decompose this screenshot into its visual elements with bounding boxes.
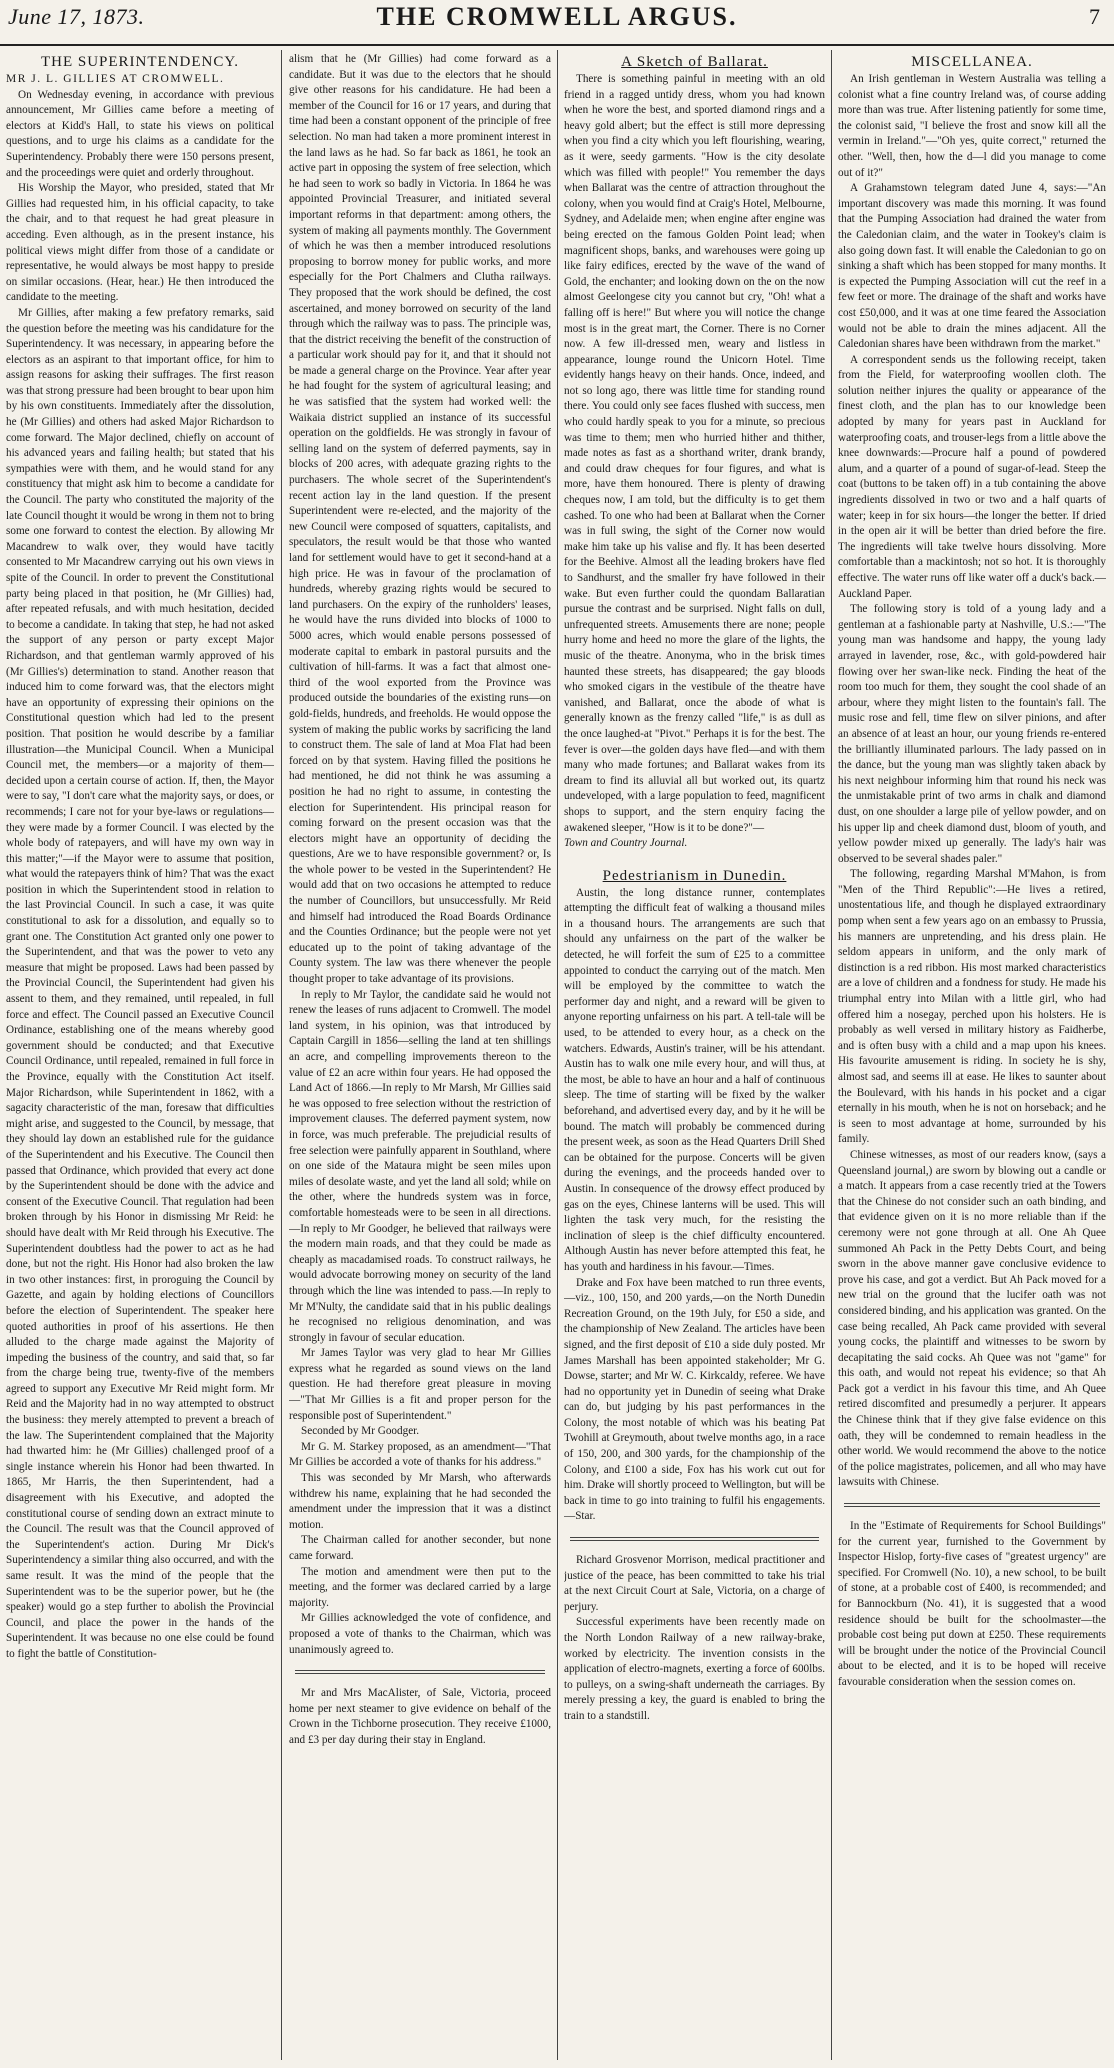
article-paragraph: This was seconded by Mr Marsh, who afterwards withdrew his name, explaining that he had seconded the amendment under the impression that it was a distinct motion. <box>289 1472 551 1531</box>
article-source: Town and Country Journal. <box>564 837 688 850</box>
article-paragraph: Drake and Fox have been matched to run three events,—viz., 100, 150, and 200 yards,—on the North Dunedin Recreation Ground, on the 19th July, for £50 a side, and the championship of New Zealand. The articles have been signed, and the first deposit of £10 a side duly posted. Mr James Marshall has been appointed stakeholder; Mr G. Dowse, starter; and Mr W. C. Kirkcaldy, referee. We have had no opportunity yet in Dunedin of seeing what Drake can do, but judging by his past performances in the Colony, the most notable of which was his beating Pat Twohill at Greymouth, about twelve months ago, in a race of 150, 200, and 300 yards, for the championship of the Colony, and £100 a side, Fox has his work cut out for him. Drake will shortly proceed to Wellington, but will be back in time to go into training to fulfil his engagements.—Star. <box>564 1276 825 1523</box>
article-paragraph: In reply to Mr Taylor, the candidate said he would not renew the leases of runs adjacent to Cromwell. The model land system, in his opinion, was that introduced by Captain Cargill in 1856—selling the land at ten shillings an acre, and compelling improvements thereon to the value of £2 an acre within four years. He had opposed the Land Act of 1866.—In reply to Mr Marsh, Mr Gillies said he was opposed to free selection without the restriction of improvement clauses. The deferred payment system, now in force, was much preferable. The prejudicial results of free selection were painfully apparent in Southland, where on one side of the Mataura might be seen miles upon miles of desolate waste, and yet the land all sold; while on the other, where the hundreds system was in force, comfortable homesteads were to be seen in all directions.—In reply to Mr Goodger, he believed that railways were the modern main roads, and that they could be made as cheaply as macadamised roads. To construct railways, he would advocate borrowing money on security of the land through which the line was intended to pass.—In reply to Mr M'Nulty, the candidate said that in his public dealings he recognised no religious denomination, and was strongly in favour of secular education. <box>289 988 551 1344</box>
article-heading-miscellanea: MISCELLANEA. <box>911 54 1033 70</box>
article-paragraph: Mr G. M. Starkey proposed, as an amendment—"That Mr Gillies be accorded a vote of thanks for his address." <box>289 1440 551 1469</box>
article-paragraph: The following story is told of a young lady and a gentleman at a fashionable party at Nashville, U.S.:—"The young man was handsome and happy, the young lady arrayed in lavender, rose, &c., with gold-powdered hair flowing over her swan-like neck. Finding the heat of the room too much for them, they sought the cool shade of an arbour, where they might listen to the fountain's fall. The music rose and fell, time flew on silver pinions, and after an absence of at least an hour, our young friends re-entered the brilliantly illuminated parlours. The lady passed on in the dance, but the young man was slightly taken aback by his next neighbour informing him that round his neck was the unmistakable print of two arms in chalk and diamond dust, on one shoulder a large pile of yellow powder, and on his upper lip and cheek diamond dust, bloom of youth, and yellow powder mixed up generally. The lady's hair was observed to be several shades paler." <box>838 603 1106 865</box>
column-superintendency-continued <box>289 52 551 2064</box>
article-paragraph: Austin, the long distance runner, contemplates attempting the difficult feat of walking a thousand miles in a thousand hours. The arrangements are such that should any unfairness on the part of the walker be detected, he will forfeit the sum of £25 to a committee appointed to conduct the carrying out of the match. Men will be employed by the committee to watch the performer day and night, and a reward will be given to anyone reporting unfairness on his part. A tell-tale will be used, to be attended to every hour, as a check on the watchers. Edwards, Austin's trainer, will be his attendant. Austin has to walk one mile every hour, and will thus, at the most, be able to have an hour and a half of continuous sleep. The time of starting will be fixed by the walker beforehand, and advertised every day, and by it he will be bound. The match will probably be commenced during the present week, as soon as the Head Quarters Drill Shed can be obtained for the purpose. Concerts will be given during the evenings, and the proceeds handed over to Austin. In consequence of the drowsy effect produced by gas on the eyes, Chinese lanterns will be used. This will lighten the task very much, for the resisting the inclination of sleep is the chief difficulty encountered. Although Austin has never before attempted this feat, he has youth and hardiness in his favour.—Times. <box>564 886 825 1273</box>
column-superintendency <box>6 52 274 2064</box>
news-item-school-estimates: In the "Estimate of Requirements for School Buildings" for the current year, furnished to the Government by Inspector Hislop, forty-five cases of "greatest urgency" are specified. For Cromwell (No. 10), a new school, to be built of stone, at a probable cost of £400, is recommended; and for Bannockburn (No. 41), it is suggested that a wood residence should be built for the schoolmaster—the probable cost being put down at £250. These requirements will be brought under the notice of the Provincial Council about to be elected, and it is to be hoped will receive favourable consideration when the session comes on. <box>838 1520 1106 1688</box>
news-item-morrison: Richard Grosvenor Morrison, medical practitioner and justice of the peace, has been committed to take his trial at the next Circuit Court at Sale, Victoria, on a charge of perjury. <box>564 1554 825 1613</box>
article-paragraph: His Worship the Mayor, who presided, stated that Mr Gillies had requested him, in his official capacity, to take the chair, and to that request he had great pleasure in acceding. Even although, as in the present instance, his political views might differ from those of a candidate or representative, he would always be most happy to preside on similar occasions. (Hear, hear.) He then introduced the candidate to the meeting. <box>6 182 274 304</box>
masthead <box>0 0 1114 46</box>
article-paragraph: There is something painful in meeting with an old friend in a ragged untidy dress, whom you had known when he wore the best, and sported diamond rings and a heavy gold albert; but the effect is still more depressing when you find a city which you left flourishing, wearing, as it were, seedy garments. "How is the city desolate which was filled with people!" You remember the days when Ballarat was the centre of attraction throughout the colony, when you would find at Craig's Hotel, Melbourne, Sydney, and Adelaide men; when engine after engine was being erected on the famous Golden Point lead; when magnificent shops, banks, and warehouses were going up like fairy edifices, erected by the wave of the wand of Gold, the enchanter; and looking down on the on the now almost Geelongese city you cannot but cry, "Oh! what a falling off is here!" But where you will notice the change most is in the great mart, the Corner. There is no Corner now. A few ill-dressed men, weary and listless in appearance, lounge round the Unicorn Hotel. Time evidently hangs heavy on their hands. Once, indeed, and not so long ago, there was little time for standing round there. You could only see faces flushed with success, men who could hardly speak to you for a minute, so precious was time to them; men who hurried hither and thither, made notes as fast as a shorthand writer, drank brandy, and could draw cheques for four figures, and what is more, have them honoured. There is plenty of drawing cheques now, I am told, but the difficulty is to get them cashed. To one who had been at Ballarat when the Corner was in full swing, the sight of the Corner now would make him take up his valise and fly. It has been deserted for the Beehive. Almost all the leading brokers have fled to Sandhurst, and the smaller fry have followed in their wake. But even further could the quondam Ballaratian pursue the contrast and be surprised. Night falls on dull, unfrequented streets. Amusements there are none; people hurry home and heed no more the glare of the lights, the music of the theatre. Anonyma, who in the brisk times haunted these streets, has disappeared; the gay bloods who smoked cigars in the vestibule of the theatre have vanished, and Ballarat, once the abode of what is generally known as the frenzy called "life," is as dull as the once laughed-at "Pivot." Perhaps it is for the best. The fever is over—the golden days have fled—and with them many who made fortunes; and Ballarat wakes from its dream to find its alluvial all but worked out, its quartz undeveloped, with a large population to feed, magnificent shops to support, and the stern enquiry facing the awakened sleeper, "How is it to be done?"— <box>564 73 825 834</box>
article-paragraph: On Wednesday evening, in accordance with previous announcement, Mr Gillies came before a meeting of electors at Kidd's Hall, to state his views on political questions, and to urge his claims as a candidate for the Superintendency. Probably there were 150 persons present, and the proceedings were quiet and orderly throughout. <box>6 88 274 179</box>
article-heading-superintendency: THE SUPERINTENDENCY. <box>40 54 240 70</box>
column-rule <box>557 50 558 2060</box>
article-paragraph: The Chairman called for another seconder, but none came forward. <box>289 1534 551 1562</box>
article-paragraph: An Irish gentleman in Western Australia was telling a colonist what a fine country Ireland was, of course adding more than was true. After listening patiently for some time, the colonist said, "I believe the frost and snow kill all the vermin in Ireland."—"Oh yes, quite correct," returned the other. "Well, then, how the d—l did you manage to come out of it?" <box>838 73 1106 179</box>
article-paragraph: A Grahamstown telegram dated June 4, says:—"An important discovery was made this morning. It was found that the Pumping Association had drained the water from the Caledonian claim, and the water in Tookey's claim is also going down fast. It will enable the Caledonian to go on sinking a shaft which has been stopped for many months. It is expected the Pumping Association will cut the reef in a few feet or more. The drainage of the shaft and works have cost £50,000, and it was at one time feared the Association would not be able to drain the mines adjacent. All the Caledonian shares have been withdrawn from the market." <box>838 182 1106 351</box>
news-item-macalister: Mr and Mrs MacAlister, of Sale, Victoria, proceed home per next steamer to give evidence on behalf of the Crown in the Tichborne prosecution. They receive £1000, and £3 per day during their stay in England. <box>289 1687 551 1746</box>
article-paragraph: Mr James Taylor was very glad to hear Mr Gillies express what he regarded as sound views on the land question. He had therefore great pleasure in moving—"That Mr Gillies is a fit and proper person for the responsible post of Superintendent." <box>289 1347 551 1422</box>
article-paragraph: Chinese witnesses, as most of our readers know, (says a Queensland journal,) are sworn by blowing out a candle or a match. It appears from a case recently tried at the Towers that the Chinese do not consider such an oath binding, and that evidence given on it is no more reliable than if the ceremony were not gone through at all. One Ah Quee summoned Ah Pack in the Petty Debts Court, and being sworn in the above manner gave conclusive evidence to prove his case, and got a verdict. But Ah Pack moved for a new trial on the ground that the lucifer oath was not considered binding, and his application was granted. On the case being recalled, Ah Pack came provided with several young cocks, the plaintiff and witnesses to be sworn by decapitating the said cocks. Ah Quee was not "game" for this oath, and would not repeat his evidence; so that Ah Pack got a verdict in his favour this time, and Ah Quee retired discomfited and presumedly a perjurer. It appears the Chinese think that if they give false evidence on this oath, they will be condemned to remain headless in the other world. We would recommend the above to the notice of the police magistrates, policemen, and all who may have lawsuits with Chinese. <box>838 1148 1106 1489</box>
page-number: 7 <box>1089 4 1100 29</box>
article-heading-pedestrianism: Pedestrianism in Dunedin. <box>602 867 787 884</box>
column-rule <box>831 50 832 2060</box>
newspaper-title: THE CROMWELL ARGUS. <box>376 2 738 31</box>
news-item-railway-brake: Successful experiments have been recently made on the North London Railway of a new railway-brake, worked by electricity. The invention consists in the application of electro-magnets, exerting a force of 600lbs. to pulleys, on a swing-shaft underneath the carriages. By merely pressing a key, the guard is enabled to bring the train to a standstill. <box>564 1616 825 1722</box>
column-miscellanea <box>838 52 1106 2064</box>
section-divider <box>844 1503 1100 1507</box>
article-paragraph: The following, regarding Marshal M'Mahon, is from "Men of the Third Republic":—He lives a retired, unostentatious life, and though he displayed extraordinary pomp when sent a few years ago on an embassy to Prussia, his manners are unpretending, and his dress plain. He seldom appears in uniform, and the only mark of distinction is a red ribbon. His most marked characteristics are a love of children and a fondness for study. He made his triumphal entry into Milan with a little girl, who had offered him a nosegay, perched upon his holsters. He is probably as well versed in military history as Faidherbe, and is often busy with a child and a map upon his knees. His favourite amusement is riding. In society he is shy, almost sad, and seems ill at ease. He likes to saunter about the Boulevard, with his hands in his pocket and a cigar eternally in his mouth, when he is not on horseback; and he is seen to most advantage at home, surrounded by his family. <box>838 868 1106 1146</box>
column-rule <box>281 50 282 2060</box>
article-paragraph: Mr Gillies acknowledged the vote of confidence, and proposed a vote of thanks to the Chairman, which was unanimously agreed to. <box>289 1612 551 1656</box>
section-divider <box>570 1537 819 1541</box>
article-subhead: MR J. L. GILLIES AT CROMWELL. <box>6 73 225 85</box>
article-paragraph: Seconded by Mr Goodger. <box>301 1425 420 1438</box>
section-divider <box>295 1670 545 1674</box>
article-paragraph: alism that he (Mr Gillies) had come forward as a candidate. But it was due to the electors that he should give other reasons for his candidature. He had been a member of the Council for 16 or 17 years, and during that time had been a constant opponent of the principle of free selection. No man had taken a more prominent interest in the land laws as he had. So far back as 1861, he took an active part in opposing the system of free selection, which he had seen to work so badly in Victoria. In 1864 he was appointed Provincial Treasurer, and initiated several important reforms in that department: among others, the system of making all payments monthly. The Government of which he was then a member introduced resolutions proposing to borrow money for public works, and more especially for the Port Chalmers and Clutha railways. They proposed that the work should be defined, the cost ascertained, and money borrowed on security of the land through which the railway was to pass. The principle was, that the district receiving the benefit of the construction of a particular work should pay for it, and that it should not be made a general charge on the Province. Year after year he had fought for the system of agricultural leasing; and he was satisfied that the system had worked well: the Waikaia district supplied an instance of its successful operation on the goldfields. He was strongly in favour of selling land on the system of deferred payments, say in blocks of 200 acres, with adequate grazing rights to the purchasers. The whole secret of the Superintendent's recent action lay in the land question. If the present Superintendent were re-elected, and the majority of the new Council were composed of squatters, capitalists, and speculators, the result would be that those who wanted land for settlement would have to get it second-hand at a high price. He was in favour of the proclamation of hundreds, whereby grazing rights would be secured to land purchasers. On the expiry of the runholders' leases, he would have the runs divided into blocks of 1000 to 5000 acres, which would enable persons possessed of moderate capital to embark in pastoral pursuits and the cultivation of hill-farms. It was a fact that almost one-third of the wool exported from the Province was produced outside the boundaries of the existing runs—on gold-fields, hundreds, and freeholds. He would oppose the system of making the public works by sacrificing the land to construct them. The sale of land at Moa Flat had been forced on by that system. Having filled the positions he had mentioned, he did not think he was assuming a position he had no right to assume, in contesting the election for Superintendent. His principal reason for coming forward on the present occasion was that the electors might have an opportunity of deciding the questions, Are we to have responsible government? or, Is the whole power to be vested in the Superintendent? He would add that on two occasions he attempted to reduce the number of Councillors, but unsuccessfully. Mr Reid and himself had introduced the Road Boards Ordinance and the Counties Ordinance; but the people were not yet educated up to the point of taking advantage of the County system. The law was there whenever the people thought proper to take advantage of its provisions. <box>289 53 551 986</box>
article-heading-ballarat: A Sketch of Ballarat. <box>621 54 768 70</box>
article-paragraph: A correspondent sends us the following receipt, taken from the Field, for waterproofing woollen cloth. The solution neither injures the quality or appearance of the finest cloth, and the plan has to our knowledge been adopted by many for years past in Auckland for waterproofing coats, and trouser-legs from a little above the knee downwards:—Procure half a pound of powdered alum, and a quarter of a pound of sugar-of-lead. Steep the coat (buttons to be taken off) in a tub containing the above ingredients dissolved in two or two and a half quarts of water; keep in for six hours—the longer the better. If dried in the open air it will be better than dried before the fire. The ingredients will take twelve hours dissolving. More comfortable than a mackintosh; not so hot. It is thoroughly effective. The water runs off like water off a duck's back.—Auckland Paper. <box>838 353 1106 600</box>
column-ballarat-pedestrianism <box>564 52 825 2064</box>
article-paragraph: The motion and amendment were then put to the meeting, and the former was declared carried by a large majority. <box>289 1565 551 1609</box>
issue-date: June 17, 1873. <box>8 4 145 29</box>
article-paragraph: Mr Gillies, after making a few prefatory remarks, said the question before the meeting was his candidature for the Superintendency. It was necessary, in appearing before the electors as an aspirant to that important office, for him to assign reasons for asking their suffrages. The first reason was that strong pressure had been brought to bear upon him by his own constituents. Immediately after the dissolution, he (Mr Gillies) and others had asked Major Richardson to come forward. The Major declined, chiefly on account of his advanced years and failing health; but stated that his sympathies were with them, and he would stand for any constituency that might ask him to become a candidate for the Council. The party who constituted the majority of the late Council thought it would be wrong in them not to bring some one forward to contest the election. By allowing Mr Macandrew to walk over, they would have tacitly consented to Mr Macandrew carrying out his own views in spite of the Council. In order to prevent the Constitutional party being placed in that position, he (Mr Gillies) had, after repeated refusals, and with much hesitation, decided to become a candidate. In taking that step, he had not asked the support of any person or party except Major Richardson, and that gentleman warmly approved of his (Mr Gillies's) determination to stand. Another reason that induced him to come forward was, that the electors might have an opportunity of expressing their opinions on the Constitutional question which had led to the present position. That position he would describe by a familiar illustration—the Municipal Council. When a Municipal Council met, the members—or a majority of them—decided upon a certain course of action. If, then, the Mayor were to say, "I don't care what the majority says, or does, or recommends; I care not for your bye-laws or regulations—they were made by a former Council. I was elected by the whole body of ratepayers, and will have my own way in this matter;"—if the Mayor were to assume that position, what would the ratepayers think of him? That was the exact position in which the Superintendent stood in relation to the last Provincial Council. In such a case, it was quite constitutional to ask for a dissolution, and equally so to grant one. The Constitution Act granted only one power to the Superintendent, and that was the power to veto any measure that might be proposed. Laws had been passed by the Provincial Council, the Superintendent had given his assent to them, and they remained, until repealed, in full force and effect. The Council passed an Executive Council Ordinance, establishing one of the means whereby good government should be conducted; and that Executive Council Ordinance, until repealed, remained in full force in the Province, equally with the Constitution Act itself. Major Richardson, while Superintendent in 1862, with a sagacity characteristic of the man, foresaw that difficulties might arise, and suggested to the Council, by message, that they should lay down an established rule for the guidance of the Superintendent and his Executive. The Council then passed that Ordinance, which provided that every act done by the Superintendent should be done with the advice and consent of the Executive Council. That regulation had been broken through by his Honor in dismissing Mr Reid: he should have dealt with Mr Reid through his Executive. The Superintendent doubtless had the power to act as he had done, but not the right. His Honor had also broken the law in two other instances: first, in proroguing the Council by Gazette, and again by holding elections of Councillors before the election of Superintendent. The speaker here quoted authorities in proof of his assertions. He then alluded to the charge made against the Majority of impeding the business of the country, and said that, so far from the charge being true, twenty-five of the members agreed to support any Executive Mr Reid might form. Mr Reid and the Majority had in no way attempted to obstruct the business: they merely attempted to prevent a breach of the law. The Superintendent complained that the Majority had thwarted him: he (Mr Gillies) challenged proof of a single instance wherein his Honor had been thwarted. In 1865, Mr Harris, the then Superintendent, had a disagreement with his Executive, and adopted the constitutional course of sending down an extract minute to the Council. The result was that the Council approved of the Superintendent's action. During Mr Dick's Superintendency a similar thing also occurred, and with the same result. It was the mind of the people that the Superintendent was to be the superior power, but he (the speaker) would go a step further to abolish the Provincial Council, and place the power in the hands of the Superintendent. It was because no one else could be found to fight the battle of Constitution- <box>6 306 274 1660</box>
